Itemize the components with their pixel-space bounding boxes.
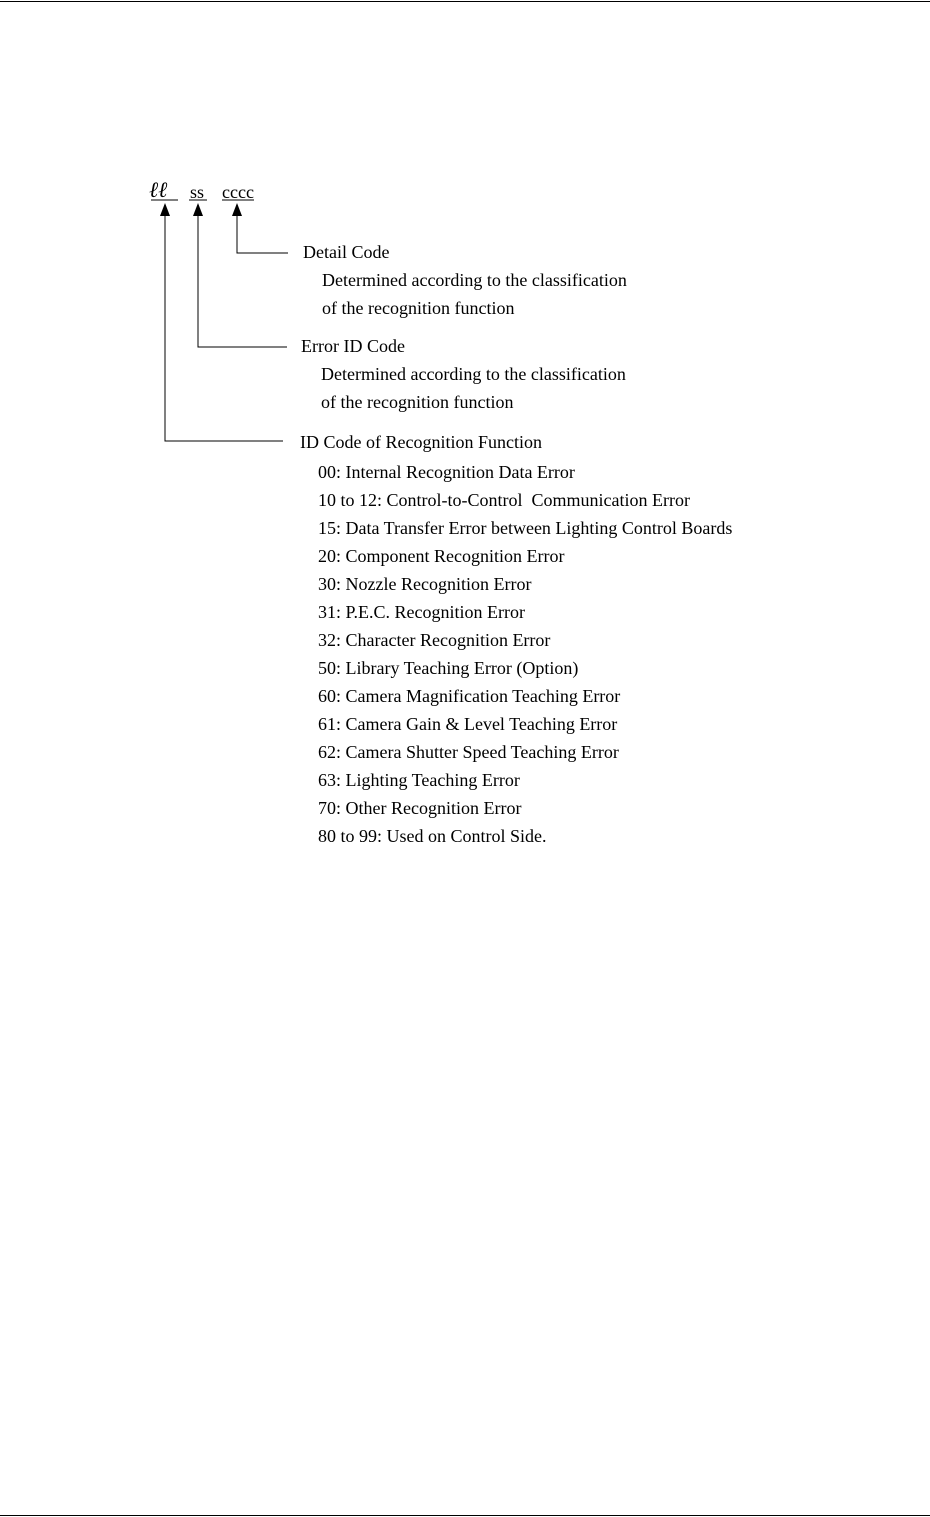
error-id-title: Error ID Code <box>301 336 405 356</box>
arrow-icon <box>193 203 203 216</box>
connector-id-code <box>165 215 283 441</box>
id-code-list <box>318 462 732 854</box>
error-id-desc: Determined according to the classification <box>321 364 626 384</box>
list-item: 31: P.E.C. Recognition Error <box>318 602 525 622</box>
arrow-icon <box>160 203 170 216</box>
id-code-title: ID Code of Recognition Function <box>300 432 542 452</box>
list-item: 20: Component Recognition Error <box>318 546 565 566</box>
list-item: 62: Camera Shutter Speed Teaching Error <box>318 742 619 762</box>
list-item: 15: Data Transfer Error between Lighting Control Boards <box>318 518 733 538</box>
detail-symbol: cccc <box>222 182 254 202</box>
connector-error-id <box>198 215 287 347</box>
list-item: 10 to 12: Control-to-Control Communication Error <box>318 490 690 510</box>
id-code-symbol: ℓℓ <box>149 177 168 202</box>
detail-code-desc: Determined according to the classification <box>322 270 627 290</box>
footer-rule <box>0 1515 930 1516</box>
error-id-symbol: ss <box>190 182 205 202</box>
list-item: 70: Other Recognition Error <box>318 798 522 818</box>
list-item: 32: Character Recognition Error <box>318 630 551 650</box>
list-item: 30: Nozzle Recognition Error <box>318 574 532 594</box>
error-id-desc: of the recognition function <box>321 392 514 412</box>
list-item: 63: Lighting Teaching Error <box>318 770 520 790</box>
connector-detail <box>237 215 288 253</box>
list-item: 00: Internal Recognition Data Error <box>318 462 575 482</box>
detail-code-desc: of the recognition function <box>322 298 515 318</box>
detail-code-title: Detail Code <box>303 242 390 262</box>
list-item: 80 to 99: Used on Control Side. <box>318 826 547 846</box>
arrow-icon <box>232 203 242 216</box>
list-item: 60: Camera Magnification Teaching Error <box>318 686 621 706</box>
list-item: 50: Library Teaching Error (Option) <box>318 658 579 678</box>
list-item: 61: Camera Gain & Level Teaching Error <box>318 714 618 734</box>
